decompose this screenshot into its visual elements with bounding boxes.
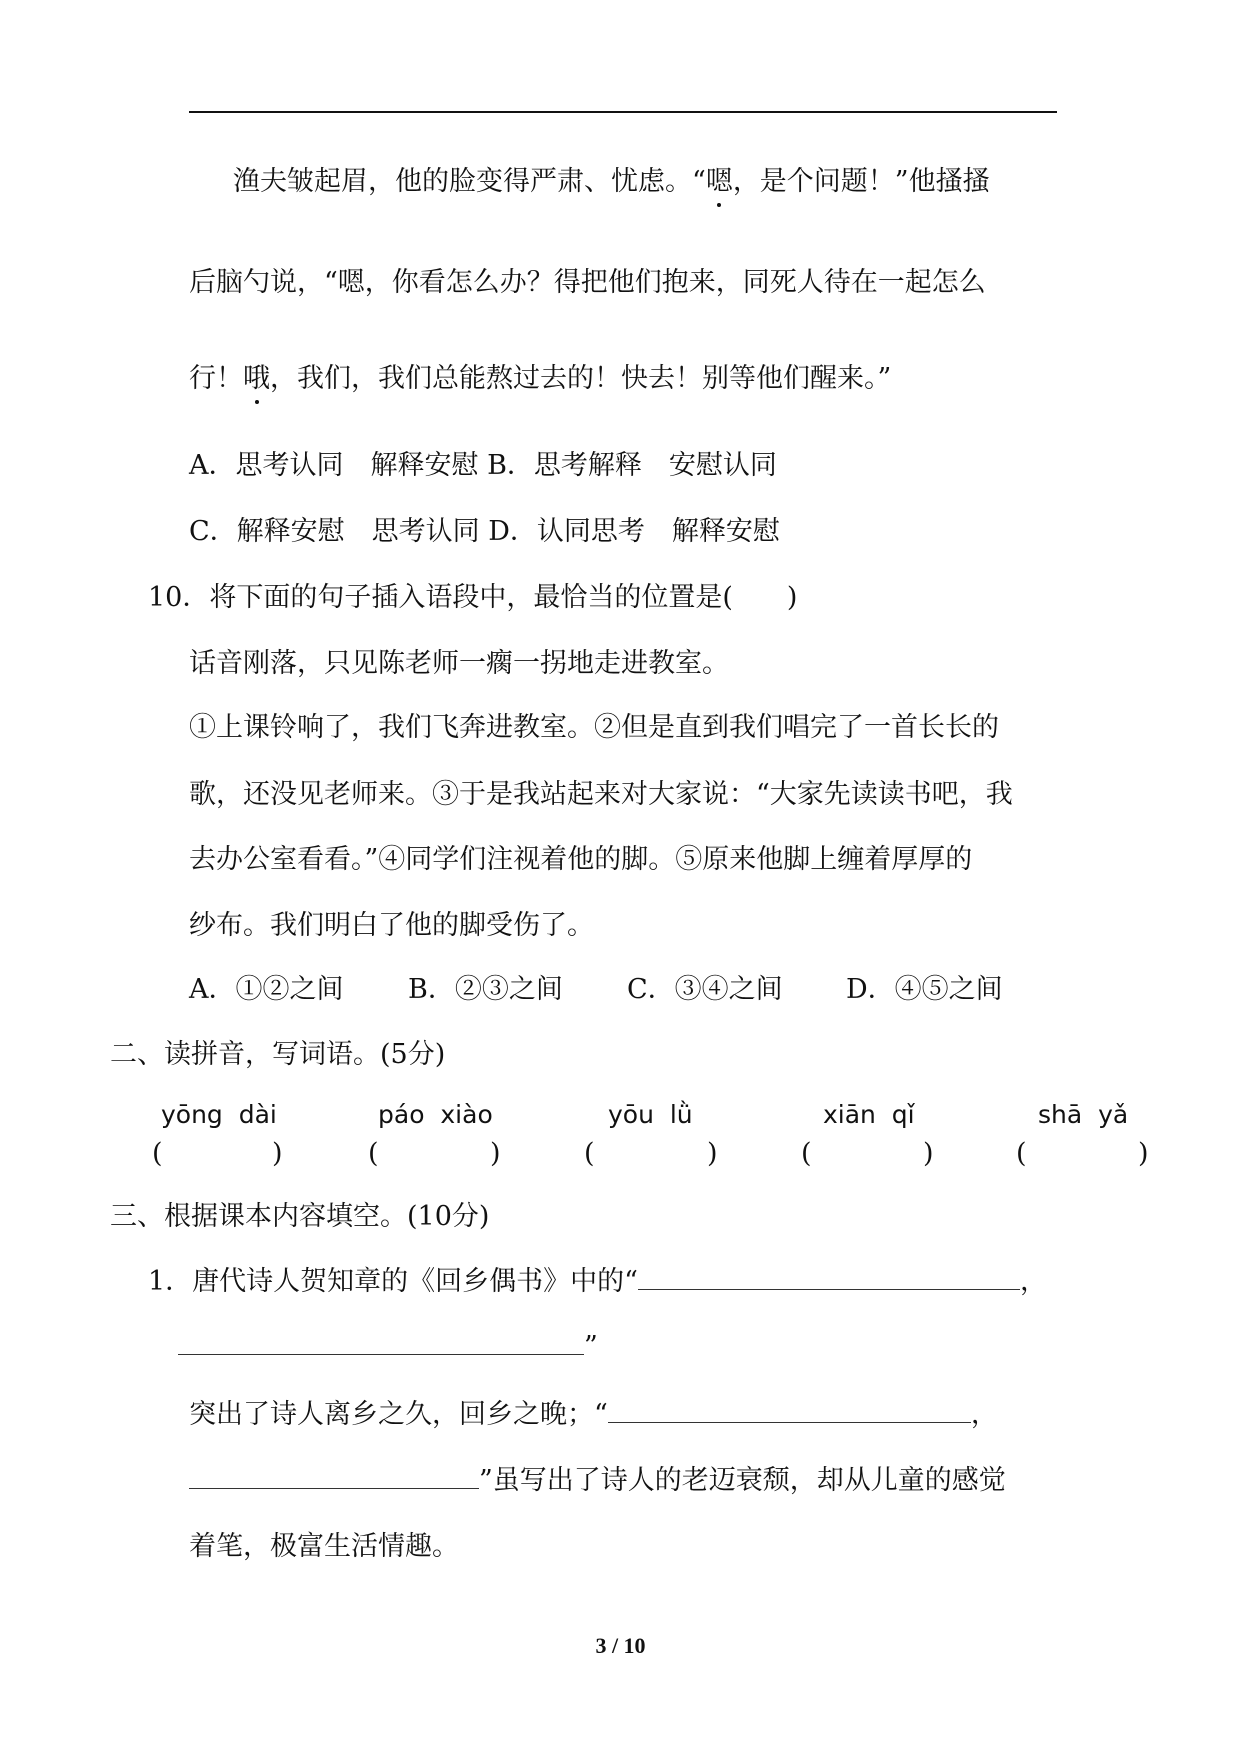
fill-blank[interactable] xyxy=(189,1464,479,1489)
paren: ) xyxy=(923,1138,934,1169)
pinyin: yōng dài xyxy=(161,1100,277,1129)
text: ，是个问题！”他搔搔 xyxy=(732,166,990,197)
q9-options-2: C．解释安慰 思考认同 D．认同思考 解释安慰 xyxy=(189,516,780,547)
paren: ( xyxy=(368,1138,379,1169)
text: ”虽写出了诗人的老迈衰颓，却从儿童的感觉 xyxy=(479,1465,1006,1496)
emphasis-char: 哦 xyxy=(243,363,270,394)
text: 渔夫皱起眉，他的脸变得严肃、忧虑。“ xyxy=(233,166,706,197)
paren: ) xyxy=(707,1138,718,1169)
text: ， xyxy=(970,1399,998,1430)
q1-line-2 xyxy=(178,1330,598,1364)
q10-option-b: B．②③之间 xyxy=(408,974,563,1005)
q10-para-line: 去办公室看看。”④同学们注视着他的脚。⑤原来他脚上缠着厚厚的 xyxy=(189,844,973,875)
q10-para-line: 歌，还没见老师来。③于是我站起来对大家说：“大家先读读书吧，我 xyxy=(189,779,1013,810)
q9-options-1: A．思考认同 解释安慰 B．思考解释 安慰认同 xyxy=(189,450,777,481)
text: ，我们，我们总能熬过去的！快去！别等他们醒来。” xyxy=(270,363,892,394)
pinyin: yōu lǜ xyxy=(608,1100,693,1129)
text: 行！ xyxy=(189,363,243,394)
paren: ( xyxy=(1016,1138,1027,1169)
section2-title: 二、读拼音，写词语。(5分) xyxy=(110,1039,446,1070)
section3-title: 三、根据课本内容填空。(10分) xyxy=(110,1201,490,1232)
text: 突出了诗人离乡之久，回乡之晚；“ xyxy=(189,1399,608,1430)
q10-option-c: C．③④之间 xyxy=(627,974,783,1005)
passage-line-1 xyxy=(233,165,990,199)
q10-para-line: 纱布。我们明白了他的脚受伤了。 xyxy=(189,910,594,941)
pinyin: páo xiào xyxy=(378,1100,493,1129)
page-number: 3 / 10 xyxy=(595,1633,646,1658)
paren: ( xyxy=(584,1138,595,1169)
paren: ) xyxy=(490,1138,501,1169)
fill-blank[interactable] xyxy=(608,1398,971,1423)
q10-para-line: ①上课铃响了，我们飞奔进教室。②但是直到我们唱完了一首长长的 xyxy=(189,712,999,743)
fill-blank[interactable] xyxy=(178,1330,584,1355)
passage-line-2: 后脑勺说，“嗯，你看怎么办？得把他们抱来，同死人待在一起怎么 xyxy=(189,267,986,298)
q1-line-4 xyxy=(189,1464,1006,1498)
passage-line-3 xyxy=(189,362,891,396)
q10-option-d: D．④⑤之间 xyxy=(846,974,1003,1005)
text: 1．唐代诗人贺知章的《回乡偶书》中的“ xyxy=(148,1266,638,1297)
text: ， xyxy=(1019,1266,1047,1297)
pinyin: shā yǎ xyxy=(1038,1100,1129,1129)
fill-blank[interactable] xyxy=(638,1265,1020,1290)
paren: ) xyxy=(1138,1138,1149,1169)
q10-sentence: 话音刚落，只见陈老师一瘸一拐地走进教室。 xyxy=(189,648,729,679)
text: ” xyxy=(584,1331,598,1362)
paren: ( xyxy=(152,1138,163,1169)
q1-line-3 xyxy=(189,1398,998,1432)
header-rule xyxy=(189,111,1057,113)
paren: ) xyxy=(272,1138,283,1169)
q1-line-5: 着笔，极富生活情趣。 xyxy=(189,1531,459,1562)
q10-option-a: A．①②之间 xyxy=(189,974,344,1005)
pinyin: xiān qǐ xyxy=(823,1100,915,1129)
paren: ( xyxy=(801,1138,812,1169)
emphasis-char: 嗯 xyxy=(705,166,733,197)
q1-line-1 xyxy=(148,1265,1047,1299)
q10-stem: 10．将下面的句子插入语段中，最恰当的位置是( ) xyxy=(148,582,798,613)
